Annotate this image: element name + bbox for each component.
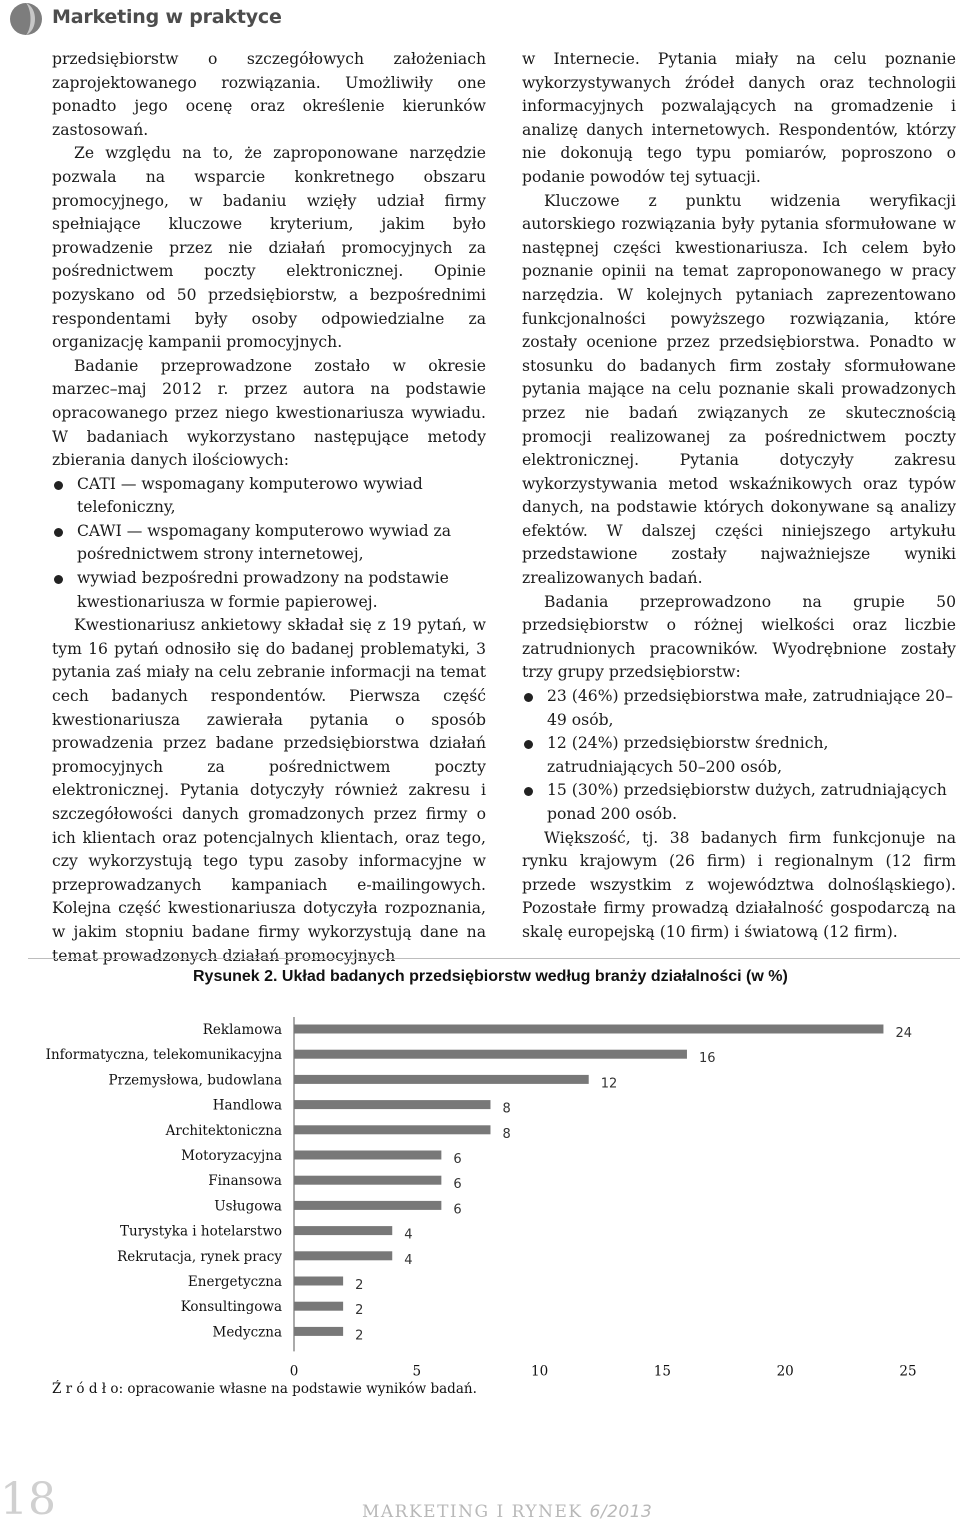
bar	[294, 1201, 441, 1210]
bar	[294, 1226, 392, 1235]
category-label: Energetyczna	[187, 1274, 282, 1290]
category-label: Przemysłowa, budowlana	[108, 1072, 282, 1089]
data-label: 4	[404, 1227, 413, 1243]
paragraph: Ze względu na to, że zaproponowane narzędzie pozwala na wsparcie konkretnego obszaru promocyjnego, w badaniu wzięły udział firmy spełniające kluczowe kryterium, jakim było prowadzenie przez nie działań promocyjnych za pośrednictwem poczty elektronicznej. Opinie pozyskano od 50 przedsiębiorstw, a bezpośrednimi respondentami były osoby odpowiedzialne za organizację kampanii promocyjnych.	[52, 144, 486, 352]
category-label: Rekrutacja, rynek pracy	[117, 1248, 282, 1265]
bar	[294, 1050, 687, 1059]
paragraph: Kluczowe z punktu widzenia weryfikacji autorskiego rozwiązania były pytania sformułowane w następnej części kwestionariusza. Ich celem było poznanie opinii na temat zaproponowanego w pracy narzędzia. W kolejnych pytaniach zaprezentowano funkcjonalności powyższego rozwiązania, które zostały ocenione przez przedsiębiorstwa. Ponadto w stosunku do badanych firm zostały sformułowane pytania mające na celu poznanie skali prowadzonych przez nie badań związanych ze skutecznością promocji realizowanej za pośrednictwem poczty elektronicznej. Pytania dotyczyły zakresu wykorzystywania metod wskaźnikowych oraz typów danych, na podstawie których dokonywane są analizy efektów. W dalszej części niniejszego artykułu przedstawione zostały najważniejsze wyniki zrealizowanych badań.	[522, 191, 956, 588]
bar	[294, 1151, 441, 1160]
data-label: 6	[453, 1177, 462, 1193]
data-label: 6	[453, 1202, 462, 1218]
data-label: 2	[355, 1278, 364, 1293]
list-item: 12 (24%) przedsiębiorstw średnich, zatrudniających 50–200 osób,	[522, 732, 956, 779]
x-tick-label: 25	[899, 1363, 917, 1376]
category-label: Finansowa	[208, 1173, 282, 1190]
category-label: Motoryzacyjna	[181, 1148, 282, 1164]
category-label: Handlowa	[212, 1097, 282, 1114]
bar	[294, 1251, 392, 1260]
page-header	[0, 0, 960, 36]
category-label: Konsultingowa	[180, 1299, 282, 1316]
paragraph: Większość, tj. 38 badanych firm funkcjonuje na rynku krajowym (26 firm) i regionalnym (12 firm przede wszystkim z województwa dolnośląskiego). Pozostałe firmy prowadzą działalność gospodarczą na skalę europejską (10 firm) i światową (12 firm).	[522, 828, 956, 941]
data-label: 8	[502, 1126, 511, 1142]
paragraph: Badania przeprowadzono na grupie 50 przedsiębiorstw o różnej wielkości oraz liczbie zatrudnionych pracowników. Wyodrębnione zostały trzy grupy przedsiębiorstw:	[522, 592, 956, 682]
data-label: 6	[453, 1152, 462, 1167]
section-logo-icon	[8, 2, 44, 36]
industry-bar-chart	[0, 1010, 960, 1376]
list-item: 23 (46%) przedsiębiorstwa małe, zatrudniające 20–49 osób,	[522, 685, 956, 732]
journal-issue: 6/2013	[589, 1502, 653, 1522]
figure-source: Ź r ó d ł o: opracowanie własne na podstawie wyników badań.	[52, 1381, 477, 1397]
category-label: Reklamowa	[202, 1022, 282, 1038]
data-label: 12	[600, 1076, 618, 1092]
category-label: Architektoniczna	[165, 1122, 282, 1139]
x-tick-label: 5	[412, 1363, 422, 1376]
x-tick-label: 15	[653, 1363, 671, 1376]
data-label: 24	[895, 1026, 912, 1041]
bar	[294, 1125, 490, 1134]
right-column	[522, 48, 956, 945]
paragraph: Kwestionariusz ankietowy składał się z 19 pytań, w tym 16 pytań odnosiło się do badanej problematyki, 3 pytania zaś miały na celu zebranie informacji na temat cech badanych respondentów. Pierwsza część kwestionariusza zawierała pytania o sposób prowadzenia przez badane przedsiębiorstwa działań promocyjnych za pośrednictwem poczty elektronicznej. Pytania dotyczyły również zakresu i szczegółowości danych gromadzonych przez firmy o ich klientach oraz potencjalnych klientach, oraz tego, czy wykorzystują tego typu zasoby informacyjne w przeprowadzanych kampaniach e-mailingowych. Kolejna część kwestionariusza dotyczyła rozpoznania, w jakim stopniu badane firmy wykorzystują dane na temat prowadzonych działań promocyjnych	[52, 616, 486, 965]
paragraph: Badanie przeprowadzone zostało w okresie marzec–maj 2012 r. przez autora na podstawie opracowanego przez niego kwestionariusza wywiadu. W badaniach wykorzystano następujące metody zbierania danych ilościowych:	[52, 356, 486, 470]
page-number: 18	[0, 1474, 56, 1525]
category-label: Usługowa	[214, 1198, 282, 1215]
data-label: 4	[404, 1252, 413, 1268]
journal-name: MARKETING I RYNEK	[362, 1502, 583, 1522]
data-label: 2	[355, 1328, 364, 1344]
data-label: 16	[698, 1051, 716, 1067]
category-label: Informatyczna, telekomunikacyjna	[45, 1047, 282, 1064]
data-label: 8	[502, 1101, 511, 1117]
groups-list	[522, 685, 956, 827]
bar	[294, 1277, 343, 1286]
bar	[294, 1075, 589, 1084]
paragraph: w Internecie. Pytania miały na celu poznanie wykorzystywanych źródeł danych oraz technologii informacyjnych pozwalających na gromadzenie i analizę danych internetowych. Respondentów, którzy nie dokonują tego typu pomiarów, poproszono o podanie powodów tej sytuacji.	[522, 50, 956, 186]
bar	[294, 1025, 883, 1034]
list-item: CATI — wspomagany komputerowo wywiad telefoniczny,	[52, 473, 486, 520]
list-item: CAWI — wspomagany komputerowo wywiad za pośrednictwem strony internetowej,	[52, 520, 486, 567]
bar	[294, 1176, 441, 1185]
list-item: wywiad bezpośredni prowadzony na podstawie kwestionariusza w formie papierowej.	[52, 567, 486, 614]
bar	[294, 1100, 490, 1109]
x-tick-label: 20	[776, 1363, 794, 1376]
list-item: 15 (30%) przedsiębiorstw dużych, zatrudniających ponad 200 osób.	[522, 779, 956, 826]
left-column	[52, 48, 486, 968]
methods-list	[52, 473, 486, 615]
bar	[294, 1327, 343, 1336]
x-tick-label: 0	[289, 1363, 299, 1376]
figure-title: Rysunek 2. Układ badanych przedsiębiorstw według branży działalności (w %)	[193, 968, 788, 985]
category-label: Medyczna	[212, 1324, 282, 1341]
data-label: 2	[355, 1303, 364, 1319]
bar	[294, 1302, 343, 1311]
paragraph: przedsiębiorstw o szczegółowych założeniach zaprojektowanego rozwiązania. Umożliwiły one ponadto jego ocenę oraz określenie kierunków zastosowań.	[52, 50, 486, 139]
journal-footer	[362, 1502, 652, 1522]
x-tick-label: 10	[531, 1363, 549, 1376]
section-title: Marketing w praktyce	[52, 6, 282, 28]
category-label: Turystyka i hotelarstwo	[120, 1223, 282, 1240]
